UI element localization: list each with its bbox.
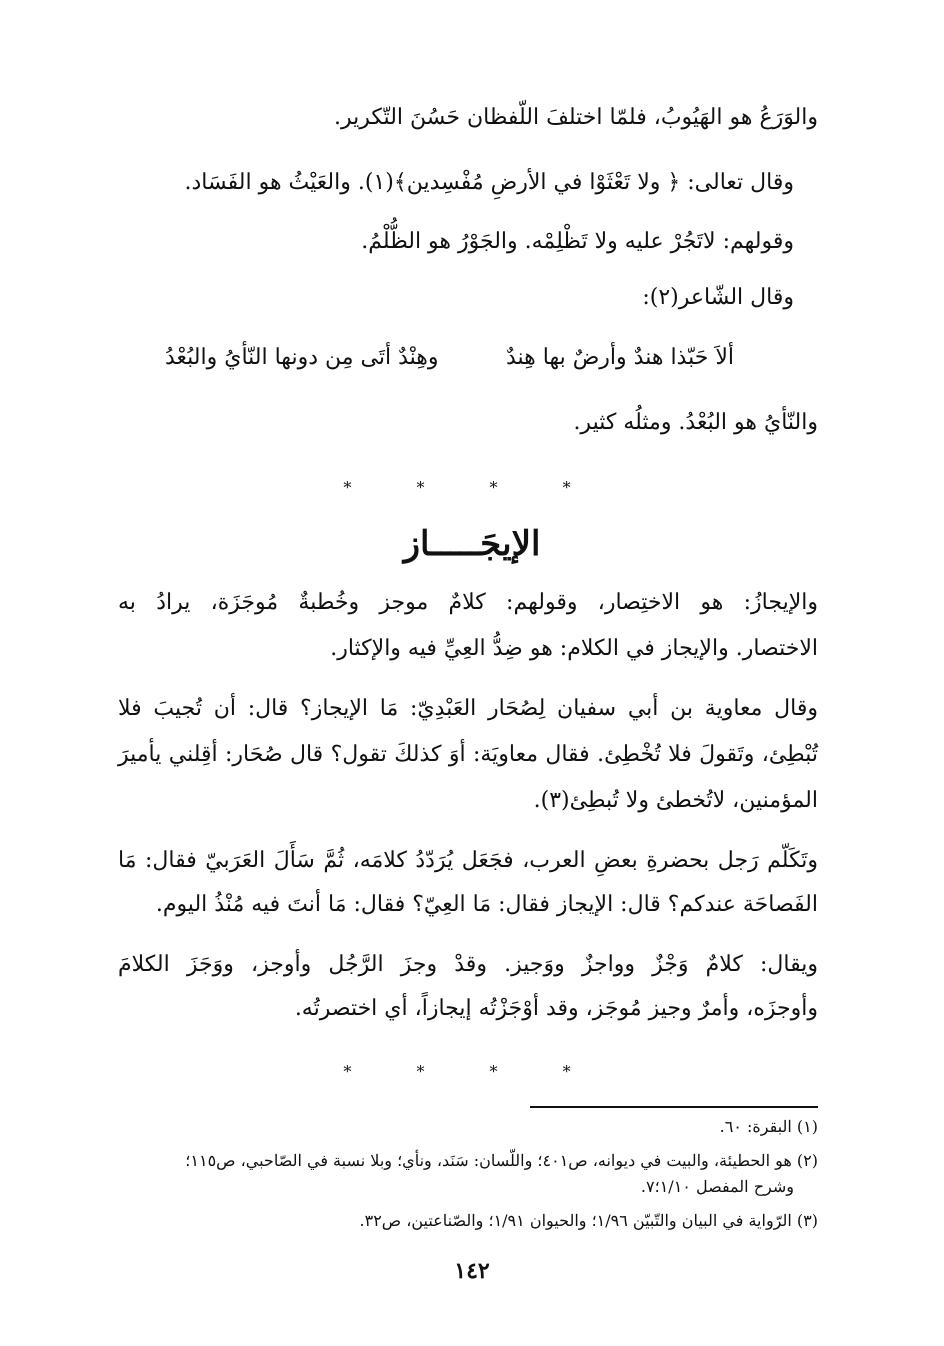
footnote: (٣) الرّواية في البيان والتّبيّن ١/٩٦؛ والحيوان ١/٩١؛ والصّناعتين، ص٣٢. [359, 1211, 818, 1230]
text-line: الاختصار. والإيجاز في الكلام: هو ضِدُّ العِيِّ فيه والإكثار. [330, 636, 818, 661]
footnote-rule [530, 1106, 818, 1108]
text-line: المؤمنين، لاتُخطئ ولا تُبطِئ(٣). [533, 788, 818, 813]
footnote: (١) البقرة: ٦٠. [719, 1117, 818, 1136]
footnote: وشرح المفصل ١/١٠؛٧. [640, 1177, 794, 1196]
text-line: وتَكَلّم رَجل بحضرةِ بعضِ العرب، فجَعَل يُرَدّدُ كلامَه، ثُمَّ سَأَلَ العَرَبيّ فقال: مَا [118, 848, 818, 873]
text-line: ويقال: كلامٌ وَجْزٌ وواجزٌ ووَجيز. وقدْ وجزَ الرَّجُل وأوجز، ووَجَزَ الكلامَ [118, 952, 818, 977]
text-line: والوَرَعُ هو الهَيُوبُ، فلمّا اختلفَ اللّفظان حَسُنَ التّكرير. [334, 105, 818, 130]
text-line: وقال الشّاعر(٢): [642, 285, 794, 310]
footnote: (٢) هو الحطيئة، والبيت في ديوانه، ص٤٠١؛ واللّسان: سَنَد، ونأي؛ وبلا نسبة في الصّاحبي، ص١١٥؛ [185, 1151, 818, 1170]
text-line: تُبْطِئ، وتَقولَ فلا تُخْطِئ. فقال معاويَة: أوَ كذلكَ تقول؟ قال صُحَار: أقِلني يأميرَ [118, 742, 818, 767]
text-line: وأوجزَه، وأمرٌ وجيز مُوجَز، وقد أوْجَزْتُه إيجازاً، أي اختصرتُه. [294, 996, 818, 1021]
page-number: ١٤٢ [454, 1258, 490, 1284]
section-title: الإيجَـــــاز [403, 524, 541, 564]
text-line: وقولهم: لاتَجُرْ عليه ولا تَظْلِمْه. والجَوْرُ هو الظُّلْمُ. [361, 229, 794, 254]
section-separator: * * * * [343, 1062, 601, 1081]
text-line: الفَصاحَة عندكم؟ قال: الإيجاز فقال: مَا العِيّ؟ فقال: مَا أنتَ فيه مُنْذُ اليوم. [155, 892, 818, 917]
text-line: والإيجازُ: هو الاختِصار، وقولهم: كلامٌ موجز وخُطبةٌ مُوجَزَة، يرادُ به [118, 590, 818, 615]
verse-hemistich-first: ألاَ حَبّذا هندٌ وأرضٌ بها هِندٌ [505, 345, 734, 370]
verse-hemistich-second: وهِنْدٌ أتَى مِن دونها النّأيُ والبُعْدُ [165, 345, 439, 370]
text-line: وقال معاوية بن أبي سفيان لِصُحَار العَبْدِيّ: مَا الإيجاز؟ قال: أن تُجيبَ فلا [118, 696, 818, 721]
text-line: وقال تعالى: ﴿ ولا تَعْثَوْا في الأرضِ مُفْسِدين﴾(١). والعَيْثُ هو الفَسَاد. [184, 170, 794, 195]
section-separator: * * * * [343, 478, 601, 497]
text-line: والنّأيُ هو البُعْدُ. ومثلُه كثير. [573, 410, 818, 435]
